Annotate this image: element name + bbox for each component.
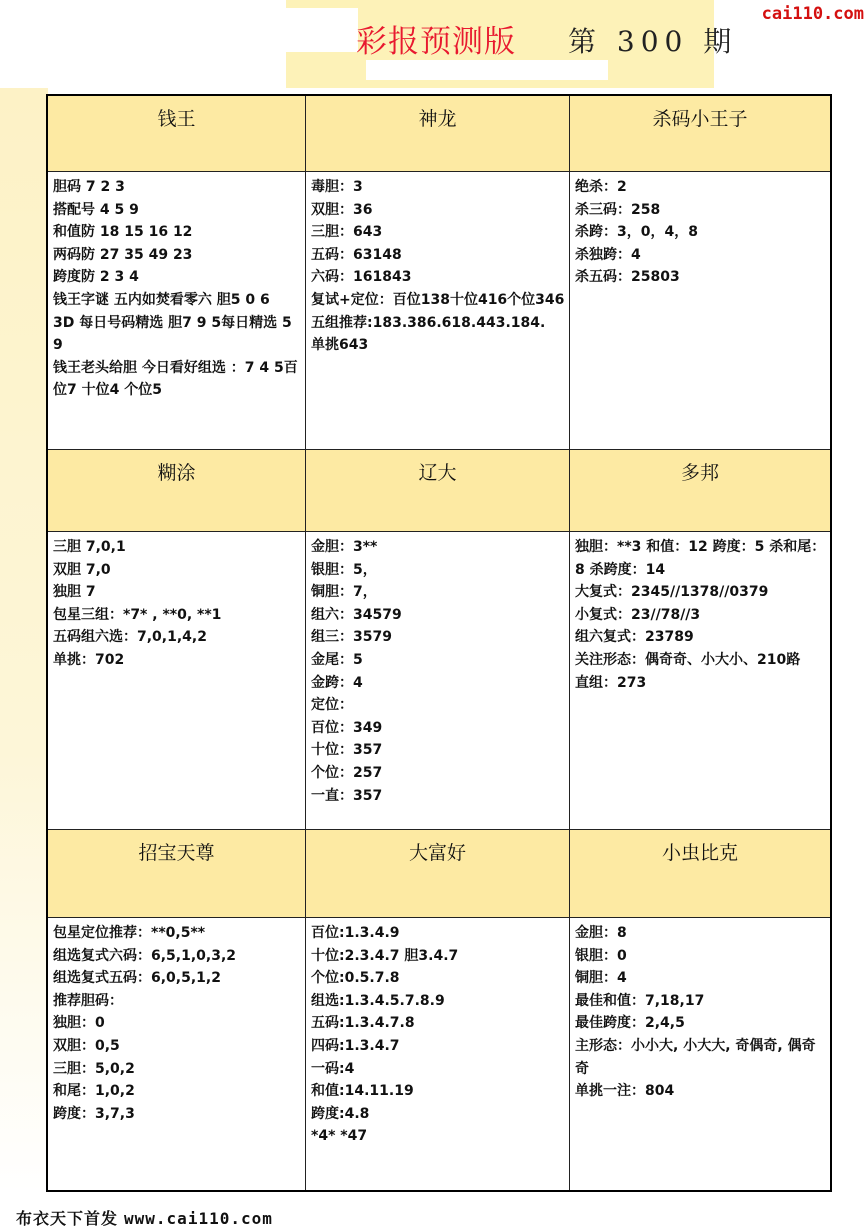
prediction-line: 钱王老头给胆 今日看好组选 ：7 4 5百位7 十位4 个位5 (53, 359, 298, 399)
prediction-table (46, 94, 832, 1192)
prediction-line: 和尾：1,0,2 (53, 1083, 135, 1100)
prediction-line: 金跨：4 (311, 674, 363, 691)
prediction-line: 单挑一注：804 (575, 1083, 675, 1100)
prediction-line: 组选:1.3.4.5.7.8.9 (311, 992, 445, 1009)
prediction-line: 百位：349 (311, 719, 383, 736)
prediction-line: 绝杀：2 (575, 179, 627, 195)
prediction-line: 大复式：2345//1378//0379 (575, 584, 769, 601)
prediction-line: 双胆 7,0 (53, 561, 111, 578)
prediction-line: 个位：257 (311, 764, 383, 781)
prediction-line: 杀三码：258 (575, 201, 661, 218)
column-header: 招宝天尊 (48, 830, 306, 918)
prediction-line: 跨度:4.8 (311, 1105, 370, 1122)
prediction-line: 搭配号 4 5 9 (53, 201, 139, 218)
prediction-line: 小复式：23//78//3 (575, 606, 701, 623)
prediction-cell (570, 918, 830, 1190)
prediction-line: 五组推荐:183.386.618.443.184. (311, 314, 546, 331)
left-decor-strip (0, 88, 48, 1192)
prediction-line: 毒胆：3 (311, 179, 363, 195)
prediction-line: 最佳和值：7,18,17 (575, 992, 705, 1009)
prediction-line: 直组：273 (575, 674, 647, 691)
page-title: 彩报预测版 (356, 24, 516, 60)
column-header: 大富好 (306, 830, 570, 918)
column-header: 多邦 (570, 450, 830, 532)
column-header: 辽大 (306, 450, 570, 532)
prediction-line: 主形态：小小大, 小大大, 奇偶奇, 偶奇奇 (575, 1037, 816, 1077)
prediction-line: 组选复式五码：6,0,5,1,2 (53, 970, 221, 987)
prediction-line: *4* *47 (311, 1128, 368, 1145)
prediction-line: 一直：357 (311, 787, 383, 804)
prediction-line: 和值:14.11.19 (311, 1083, 414, 1100)
issue-number: 第 300 期 (568, 25, 738, 58)
prediction-cell (306, 172, 570, 450)
prediction-line: 三胆：5,0,2 (53, 1060, 135, 1077)
column-header: 小虫比克 (570, 830, 830, 918)
prediction-line: 最佳跨度：2,4,5 (575, 1015, 685, 1032)
prediction-line: 单挑643 (311, 337, 369, 354)
column-header: 糊涂 (48, 450, 306, 532)
prediction-line: 钱王字谜 五内如焚看零六 胆5 0 6 (53, 291, 270, 308)
column-header: 杀码小王子 (570, 96, 830, 172)
prediction-line: 和值防 18 15 16 12 (53, 224, 193, 241)
footer-text: 布衣天下首发 (16, 1209, 119, 1228)
redacted-subtitle (366, 60, 608, 80)
prediction-line: 个位:0.5.7.8 (311, 970, 400, 987)
prediction-line: 三胆：643 (311, 224, 383, 241)
prediction-line: 组选复式六码：6,5,1,0,3,2 (53, 947, 237, 964)
footer-url[interactable]: www.cai110.com (124, 1209, 273, 1228)
prediction-line: 杀五码：25803 (575, 269, 680, 286)
prediction-cell (48, 918, 306, 1190)
prediction-cell (48, 532, 306, 830)
prediction-line: 铜胆：4 (575, 970, 627, 987)
prediction-line: 三胆 7,0,1 (53, 539, 126, 555)
prediction-cell (570, 172, 830, 450)
prediction-line: 五码：63148 (311, 246, 402, 263)
prediction-line: 组六：34579 (311, 606, 402, 623)
prediction-line: 双胆：36 (311, 201, 373, 218)
prediction-line: 包星三组：*7* , **0, **1 (53, 606, 222, 623)
prediction-line: 杀独跨：4 (575, 246, 641, 263)
prediction-line: 六码：161843 (311, 269, 412, 286)
redacted-logo (286, 8, 358, 52)
footer (16, 1206, 273, 1229)
prediction-cell (306, 532, 570, 830)
prediction-line: 金尾：5 (311, 651, 363, 668)
prediction-line: 银胆：0 (575, 947, 627, 964)
prediction-line: 复试+定位：百位138十位416个位346 (311, 291, 565, 308)
prediction-line: 双胆：0,5 (53, 1037, 120, 1054)
prediction-line: 杀跨：3，0，4，8 (575, 224, 698, 241)
prediction-line: 独胆 7 (53, 584, 96, 601)
prediction-line: 一码:4 (311, 1060, 355, 1077)
prediction-line: 两码防 27 35 49 23 (53, 246, 193, 263)
prediction-line: 跨度：3,7,3 (53, 1105, 135, 1122)
prediction-line: 金胆：3** (311, 539, 378, 555)
column-header: 神龙 (306, 96, 570, 172)
prediction-line: 金胆：8 (575, 925, 627, 941)
prediction-line: 跨度防 2 3 4 (53, 269, 139, 286)
prediction-line: 百位:1.3.4.9 (311, 925, 400, 941)
prediction-line: 组六复式：23789 (575, 629, 694, 646)
prediction-line: 铜胆：7， (311, 584, 377, 601)
prediction-line: 银胆：5， (311, 561, 377, 578)
prediction-line: 四码:1.3.4.7 (311, 1037, 400, 1054)
prediction-line: 3D 每日号码精选 胆7 9 5每日精选 5 9 (53, 314, 297, 354)
prediction-cell (306, 918, 570, 1190)
site-link[interactable]: cai110.com (761, 4, 864, 24)
prediction-line: 组三：3579 (311, 629, 392, 646)
prediction-line: 五码:1.3.4.7.8 (311, 1015, 415, 1032)
prediction-line: 五码组六选：7,0,1,4,2 (53, 629, 207, 646)
prediction-cell (570, 532, 830, 830)
prediction-line: 定位： (311, 697, 353, 714)
prediction-line: 推荐胆码： (53, 992, 123, 1009)
prediction-line: 十位:2.3.4.7 胆3.4.7 (311, 947, 459, 964)
prediction-line: 独胆：**3 和值：12 跨度：5 杀和尾：8 杀跨度：14 (575, 539, 826, 578)
column-header: 钱王 (48, 96, 306, 172)
prediction-line: 十位：357 (311, 742, 383, 759)
prediction-line: 胆码 7 2 3 (53, 179, 125, 195)
prediction-line: 关注形态：偶奇奇、小大小、210路 (575, 651, 801, 668)
prediction-line: 包星定位推荐：**0,5** (53, 925, 206, 941)
prediction-line: 独胆：0 (53, 1015, 105, 1032)
prediction-cell (48, 172, 306, 450)
prediction-line: 单挑：702 (53, 651, 125, 668)
